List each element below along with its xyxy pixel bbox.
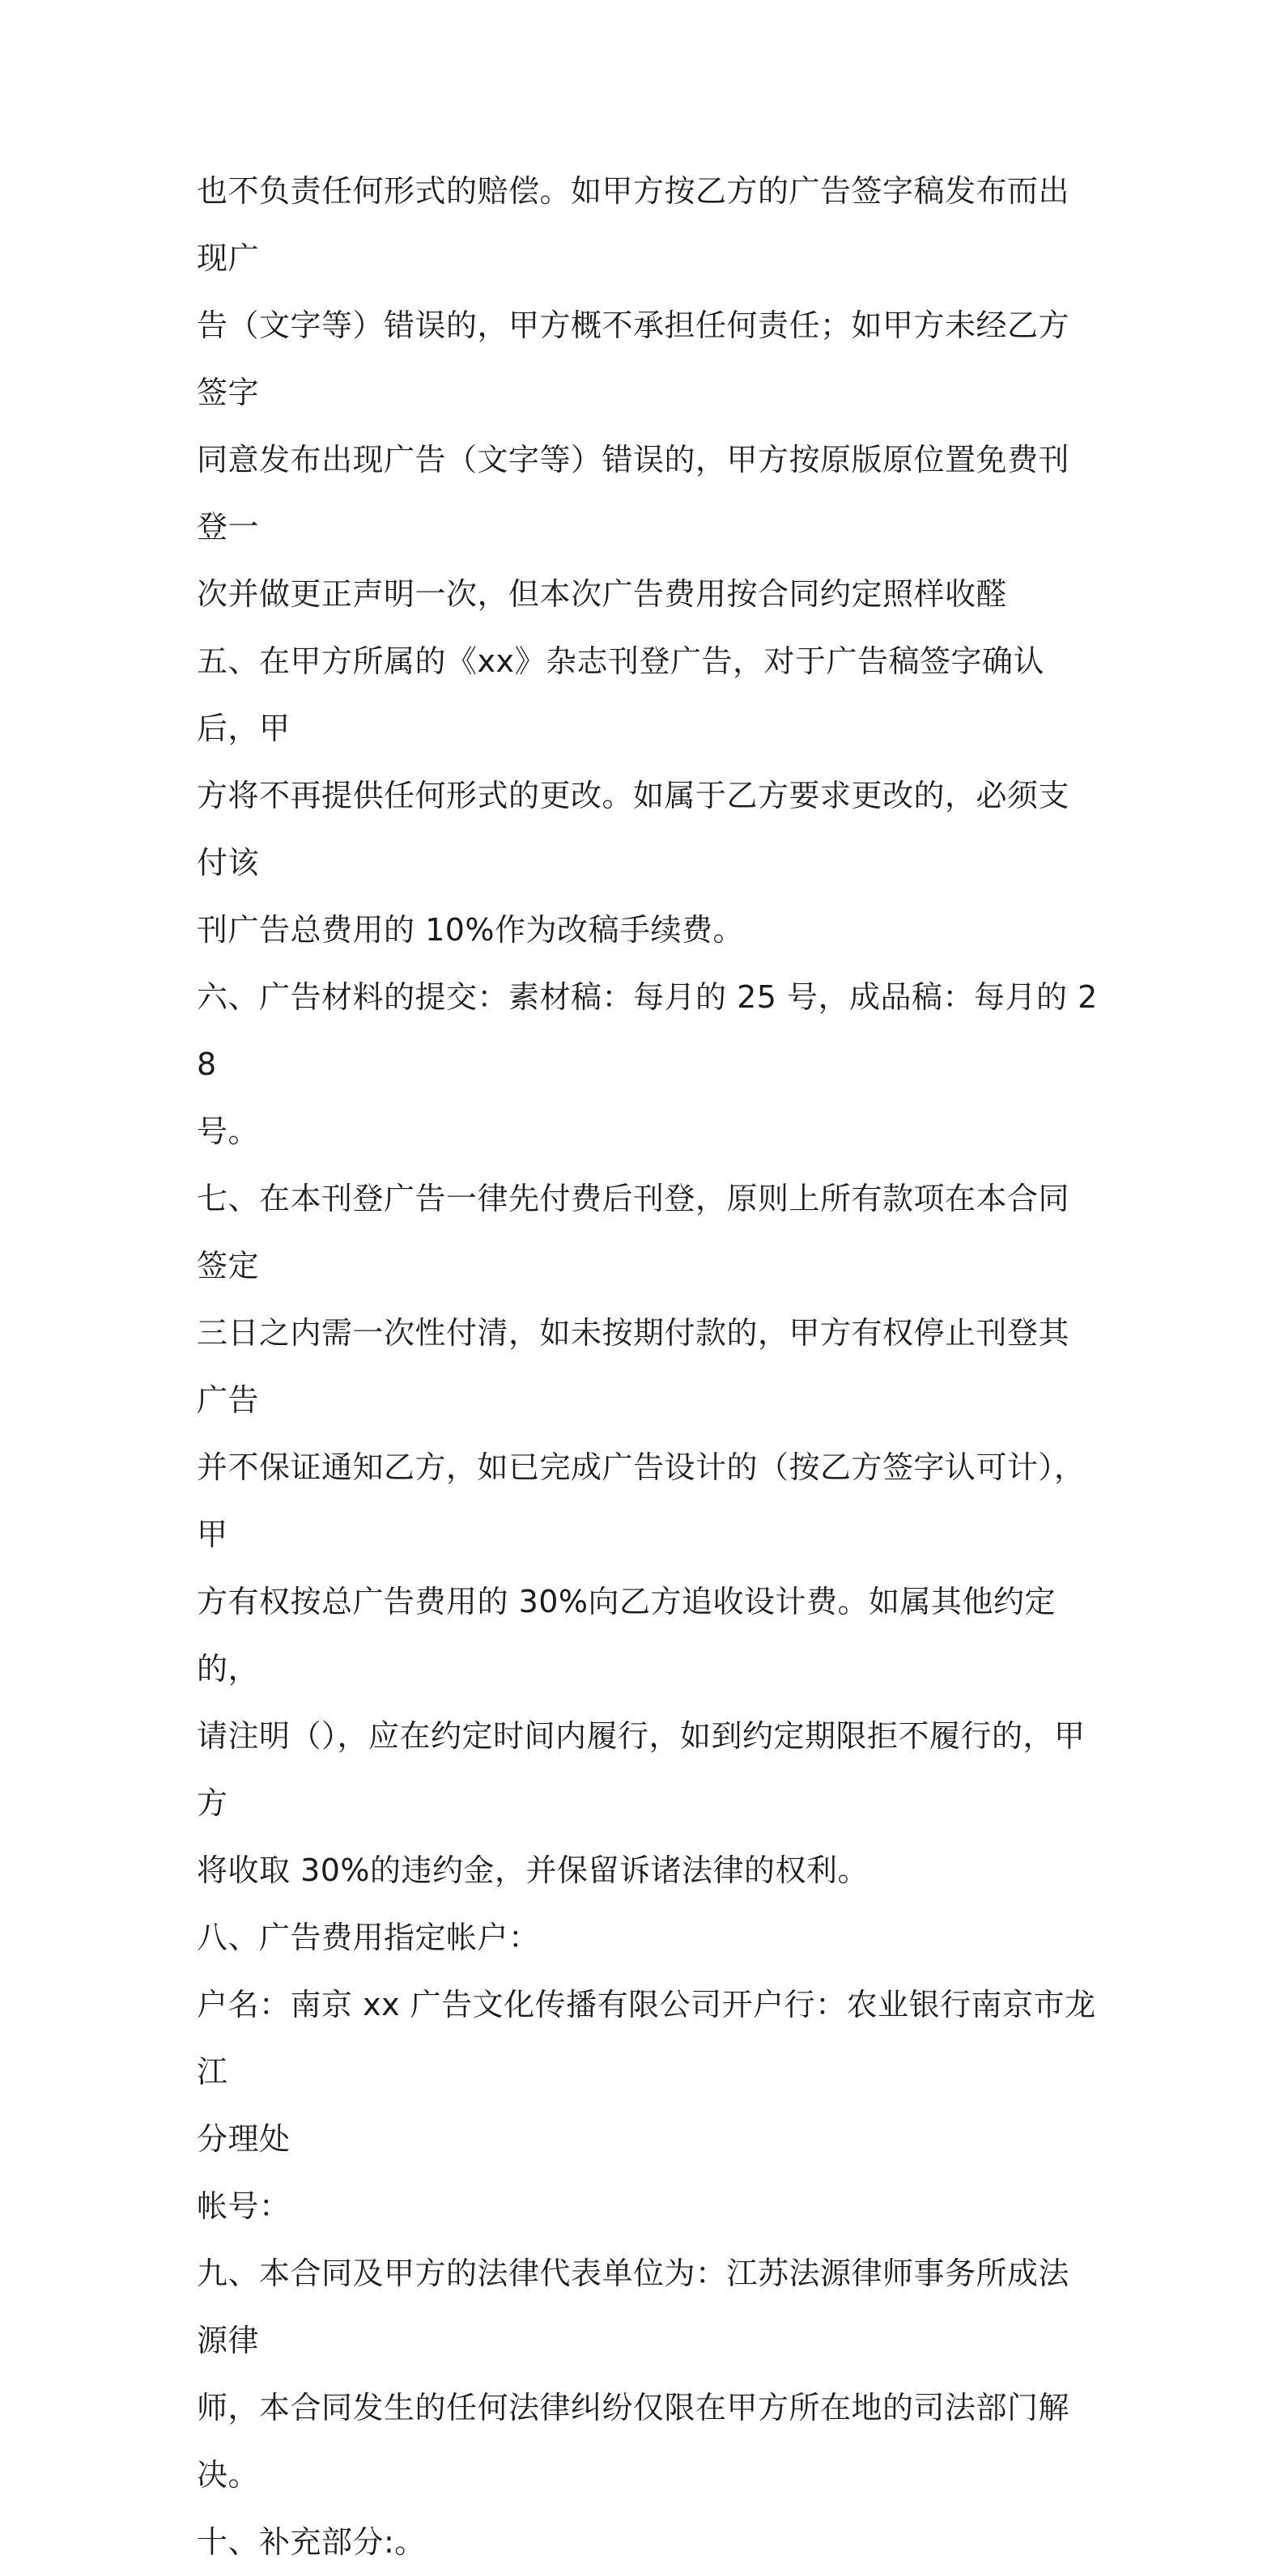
- text-line: 六、广告材料的提交：素材稿：每月的 25 号，成品稿：每月的 28: [197, 979, 1098, 1082]
- text-line: 师，本合同发生的任何法律纠纷仅限在甲方所在地的司法部门解决。: [197, 2390, 1070, 2493]
- text-line: 告（文字等）错误的，甲方概不承担任何责任；如甲方未经乙方签字: [197, 308, 1070, 410]
- text-line: 三日之内需一次性付清，如未按期付款的，甲方有权停止刊登其广告: [197, 1315, 1070, 1418]
- paragraph-clause-9: [197, 2240, 1099, 2509]
- text-line: 同意发布出现广告（文字等）错误的，甲方按原版原位置免费刊登一: [197, 442, 1070, 545]
- text-line: 将收取 30%的违约金，并保留诉诸法律的权利。: [197, 1852, 869, 1888]
- text-line: 九、本合同及甲方的法律代表单位为：江苏法源律师事务所成法源律: [197, 2256, 1070, 2358]
- text-line: 七、在本刊登广告一律先付费后刊登，原则上所有款项在本合同签定: [197, 1181, 1070, 1284]
- paragraph-clause-8: [197, 1904, 1099, 1971]
- paragraph-clause-7: [197, 1165, 1099, 1904]
- text-line: 次并做更正声明一次，但本次广告费用按合同约定照样收醛: [197, 576, 1008, 612]
- text-line: 帐号：: [197, 2188, 291, 2224]
- text-line: 方将不再提供任何形式的更改。如属于乙方要求更改的，必须支付该: [197, 778, 1070, 881]
- text-line: 并不保证通知乙方，如已完成广告设计的（按乙方签字认可计），甲: [197, 1449, 1086, 1552]
- text-line: 号。: [197, 1114, 260, 1149]
- text-line: 方有权按总广告费用的 30%向乙方追收设计费。如属其他约定的，: [197, 1584, 1057, 1687]
- text-line: 也不负责任何形式的赔偿。如甲方按乙方的广告签字稿发布而出现广: [197, 173, 1070, 276]
- text-line: 五、在甲方所属的《xx》杂志刊登广告，对于广告稿签字确认后，甲: [197, 643, 1044, 746]
- document-body: [197, 158, 1099, 2576]
- paragraph-compensation-continuation: [197, 158, 1099, 628]
- text-line: 刊广告总费用的 10%作为改稿手续费。: [197, 912, 745, 948]
- paragraph-clause-10: [197, 2509, 1099, 2576]
- paragraph-clause-6: [197, 964, 1099, 1165]
- text-line: 十、补充部分:。: [197, 2524, 426, 2560]
- text-line: 分理处: [197, 2121, 291, 2157]
- text-line: 八、广告费用指定帐户：: [197, 1920, 540, 1955]
- text-line: 户名：南京 xx 广告文化传播有限公司开户行：农业银行南京市龙江: [197, 1987, 1096, 2090]
- text-line: 请注明（），应在约定时间内履行，如到约定期限拒不履行的，甲方: [197, 1718, 1086, 1821]
- paragraph-account-number: [197, 2173, 1099, 2240]
- paragraph-account-name: [197, 1971, 1099, 2173]
- paragraph-clause-5: [197, 628, 1099, 964]
